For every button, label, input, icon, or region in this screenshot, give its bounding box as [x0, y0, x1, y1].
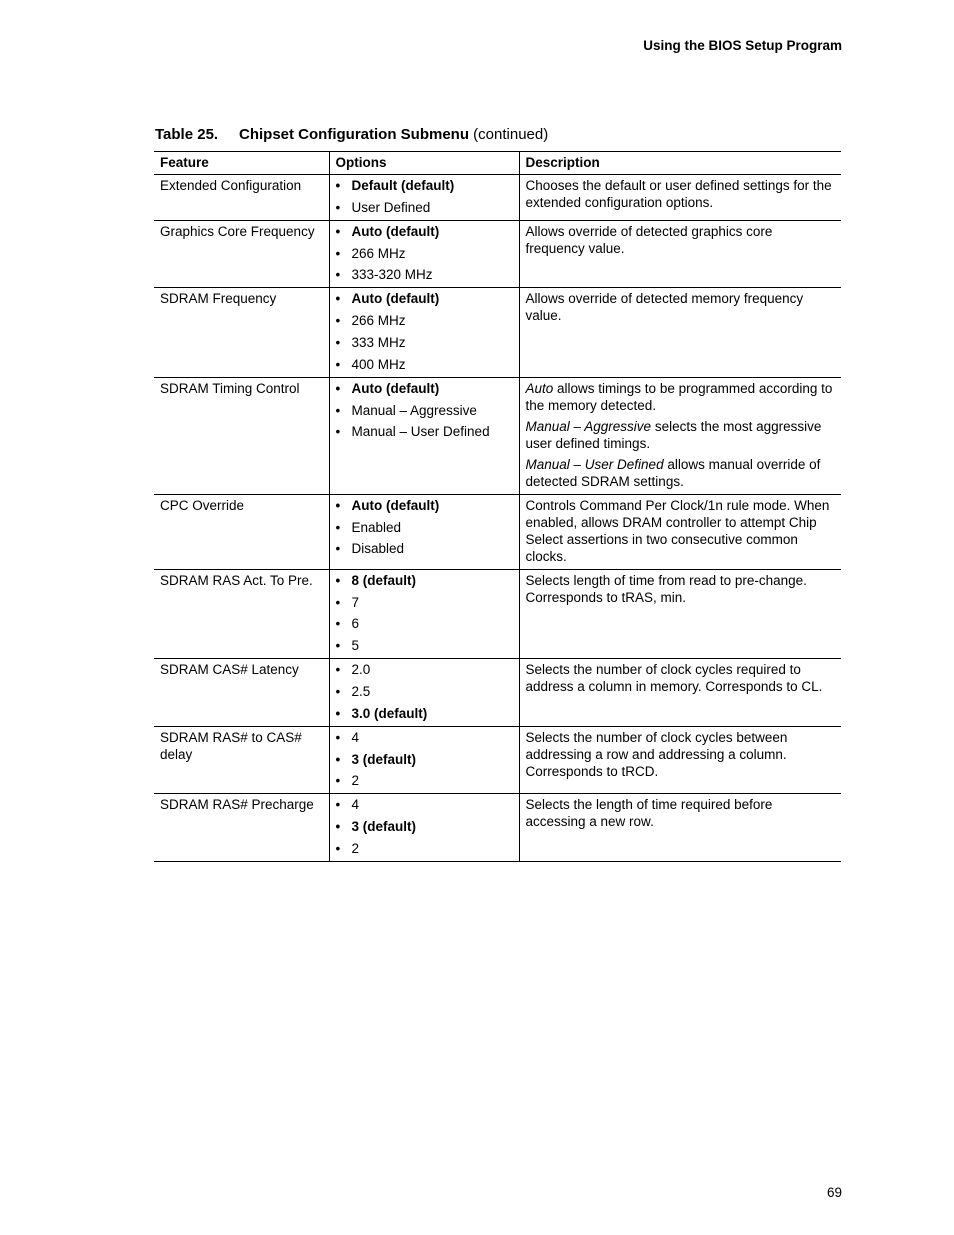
- column-header-options: Options: [329, 152, 519, 175]
- description-paragraph: [526, 418, 836, 452]
- option-item: • Enabled: [336, 519, 513, 536]
- options-cell: [329, 288, 519, 377]
- option-item: • 266 MHz: [336, 245, 513, 262]
- column-header-feature: Feature: [154, 152, 329, 175]
- option-item: • Auto (default): [336, 497, 513, 514]
- option-item: • 5: [336, 637, 513, 654]
- option-item: • Default (default): [336, 177, 513, 194]
- description-cell: [519, 659, 841, 727]
- description-cell: [519, 220, 841, 288]
- description-cell: [519, 288, 841, 377]
- options-list: [336, 497, 513, 558]
- description-term: Auto: [525, 380, 554, 396]
- option-item: • Manual – User Defined: [336, 423, 513, 440]
- description-text: allows timings to be programmed according to the memory detected.: [525, 380, 833, 413]
- column-header-description: Description: [519, 152, 841, 175]
- option-item: • 4: [336, 796, 513, 813]
- options-list: [336, 729, 513, 790]
- feature-cell: SDRAM CAS# Latency: [154, 659, 329, 727]
- description-term: Manual – User Defined: [525, 456, 664, 472]
- option-item: • 266 MHz: [336, 312, 513, 329]
- option-item: • 6: [336, 615, 513, 632]
- running-header: Using the BIOS Setup Program: [643, 38, 842, 53]
- table-row: [154, 569, 841, 658]
- feature-cell: SDRAM RAS# Precharge: [154, 794, 329, 862]
- table-row: [154, 288, 841, 377]
- option-item: • 3.0 (default): [336, 705, 513, 722]
- option-item: • 3 (default): [336, 818, 513, 835]
- description-paragraph: [526, 177, 836, 211]
- option-item: • 333 MHz: [336, 334, 513, 351]
- description-text: Allows override of detected memory frequency value.: [525, 291, 804, 324]
- description-term: Manual – Aggressive: [525, 418, 652, 434]
- table-caption: [155, 126, 548, 143]
- description-paragraph: [526, 290, 836, 324]
- description-paragraph: [526, 572, 836, 606]
- options-list: [336, 796, 513, 857]
- option-item: • Auto (default): [336, 290, 513, 307]
- feature-cell: Extended Configuration: [154, 175, 329, 221]
- description-paragraph: [526, 380, 836, 414]
- option-item: • 2.5: [336, 683, 513, 700]
- description-text: Chooses the default or user defined settings for the extended configuration options.: [525, 178, 832, 210]
- options-list: [336, 572, 513, 654]
- options-cell: [329, 794, 519, 862]
- feature-cell: SDRAM RAS# to CAS# delay: [154, 726, 329, 794]
- options-list: [336, 177, 513, 216]
- options-cell: [329, 659, 519, 727]
- option-item: • 3 (default): [336, 751, 513, 768]
- options-list: [336, 661, 513, 722]
- description-cell: [519, 377, 841, 494]
- options-cell: [329, 494, 519, 569]
- table-body: [154, 175, 841, 862]
- table-title: Chipset Configuration Submenu: [239, 126, 469, 143]
- description-paragraph: [526, 661, 836, 695]
- feature-cell: CPC Override: [154, 494, 329, 569]
- options-cell: [329, 220, 519, 288]
- option-item: • 400 MHz: [336, 356, 513, 373]
- option-item: • 2.0: [336, 661, 513, 678]
- description-text: Selects length of time from read to pre-change. Corresponds to tRAS, min.: [525, 572, 807, 605]
- table-row: [154, 659, 841, 727]
- feature-cell: SDRAM Timing Control: [154, 377, 329, 494]
- options-cell: [329, 726, 519, 794]
- options-list: [336, 290, 513, 372]
- option-item: • Auto (default): [336, 380, 513, 397]
- option-item: • Auto (default): [336, 223, 513, 240]
- table-row: [154, 377, 841, 494]
- option-item: • 2: [336, 840, 513, 857]
- description-paragraph: [526, 796, 836, 830]
- options-list: [336, 380, 513, 441]
- table-row: [154, 220, 841, 288]
- options-cell: [329, 175, 519, 221]
- feature-cell: Graphics Core Frequency: [154, 220, 329, 288]
- table-row: [154, 494, 841, 569]
- description-text: Selects the length of time required before accessing a new row.: [525, 797, 773, 830]
- option-item: • 7: [336, 594, 513, 611]
- description-paragraph: [526, 729, 836, 780]
- option-item: • 8 (default): [336, 572, 513, 589]
- options-cell: [329, 569, 519, 658]
- option-item: • User Defined: [336, 199, 513, 216]
- description-cell: [519, 569, 841, 658]
- option-item: • 2: [336, 772, 513, 789]
- description-cell: [519, 726, 841, 794]
- description-text: allows manual override of detected SDRAM settings.: [525, 456, 821, 489]
- description-text: Allows override of detected graphics core frequency value.: [525, 223, 773, 256]
- description-paragraph: [526, 497, 836, 565]
- page-number: 69: [826, 1185, 842, 1200]
- description-text: Controls Command Per Clock/1n rule mode. When enabled, allows DRAM controller to attempt Chip Select assertions in two consecutive common clocks.: [525, 497, 830, 564]
- table-row: [154, 726, 841, 794]
- feature-cell: SDRAM Frequency: [154, 288, 329, 377]
- option-item: • 333-320 MHz: [336, 266, 513, 283]
- description-text: selects the most aggressive user defined timings.: [525, 418, 822, 451]
- table-caption-suffix: (continued): [469, 126, 549, 143]
- options-cell: [329, 377, 519, 494]
- feature-cell: SDRAM RAS Act. To Pre.: [154, 569, 329, 658]
- option-item: • Disabled: [336, 540, 513, 557]
- description-cell: [519, 175, 841, 221]
- description-text: Selects the number of clock cycles between addressing a row and addressing a column. Corresponds to tRCD.: [525, 729, 788, 779]
- description-paragraph: [526, 456, 836, 490]
- table-row: [154, 175, 841, 221]
- description-cell: [519, 494, 841, 569]
- chipset-config-table: [154, 151, 841, 862]
- option-item: • Manual – Aggressive: [336, 402, 513, 419]
- option-item: • 4: [336, 729, 513, 746]
- table-number: Table 25.: [155, 126, 219, 143]
- table-header-row: [154, 152, 841, 175]
- description-cell: [519, 794, 841, 862]
- options-list: [336, 223, 513, 284]
- description-paragraph: [526, 223, 836, 257]
- table-row: [154, 794, 841, 862]
- description-text: Selects the number of clock cycles required to address a column in memory. Corresponds to CL.: [525, 662, 823, 695]
